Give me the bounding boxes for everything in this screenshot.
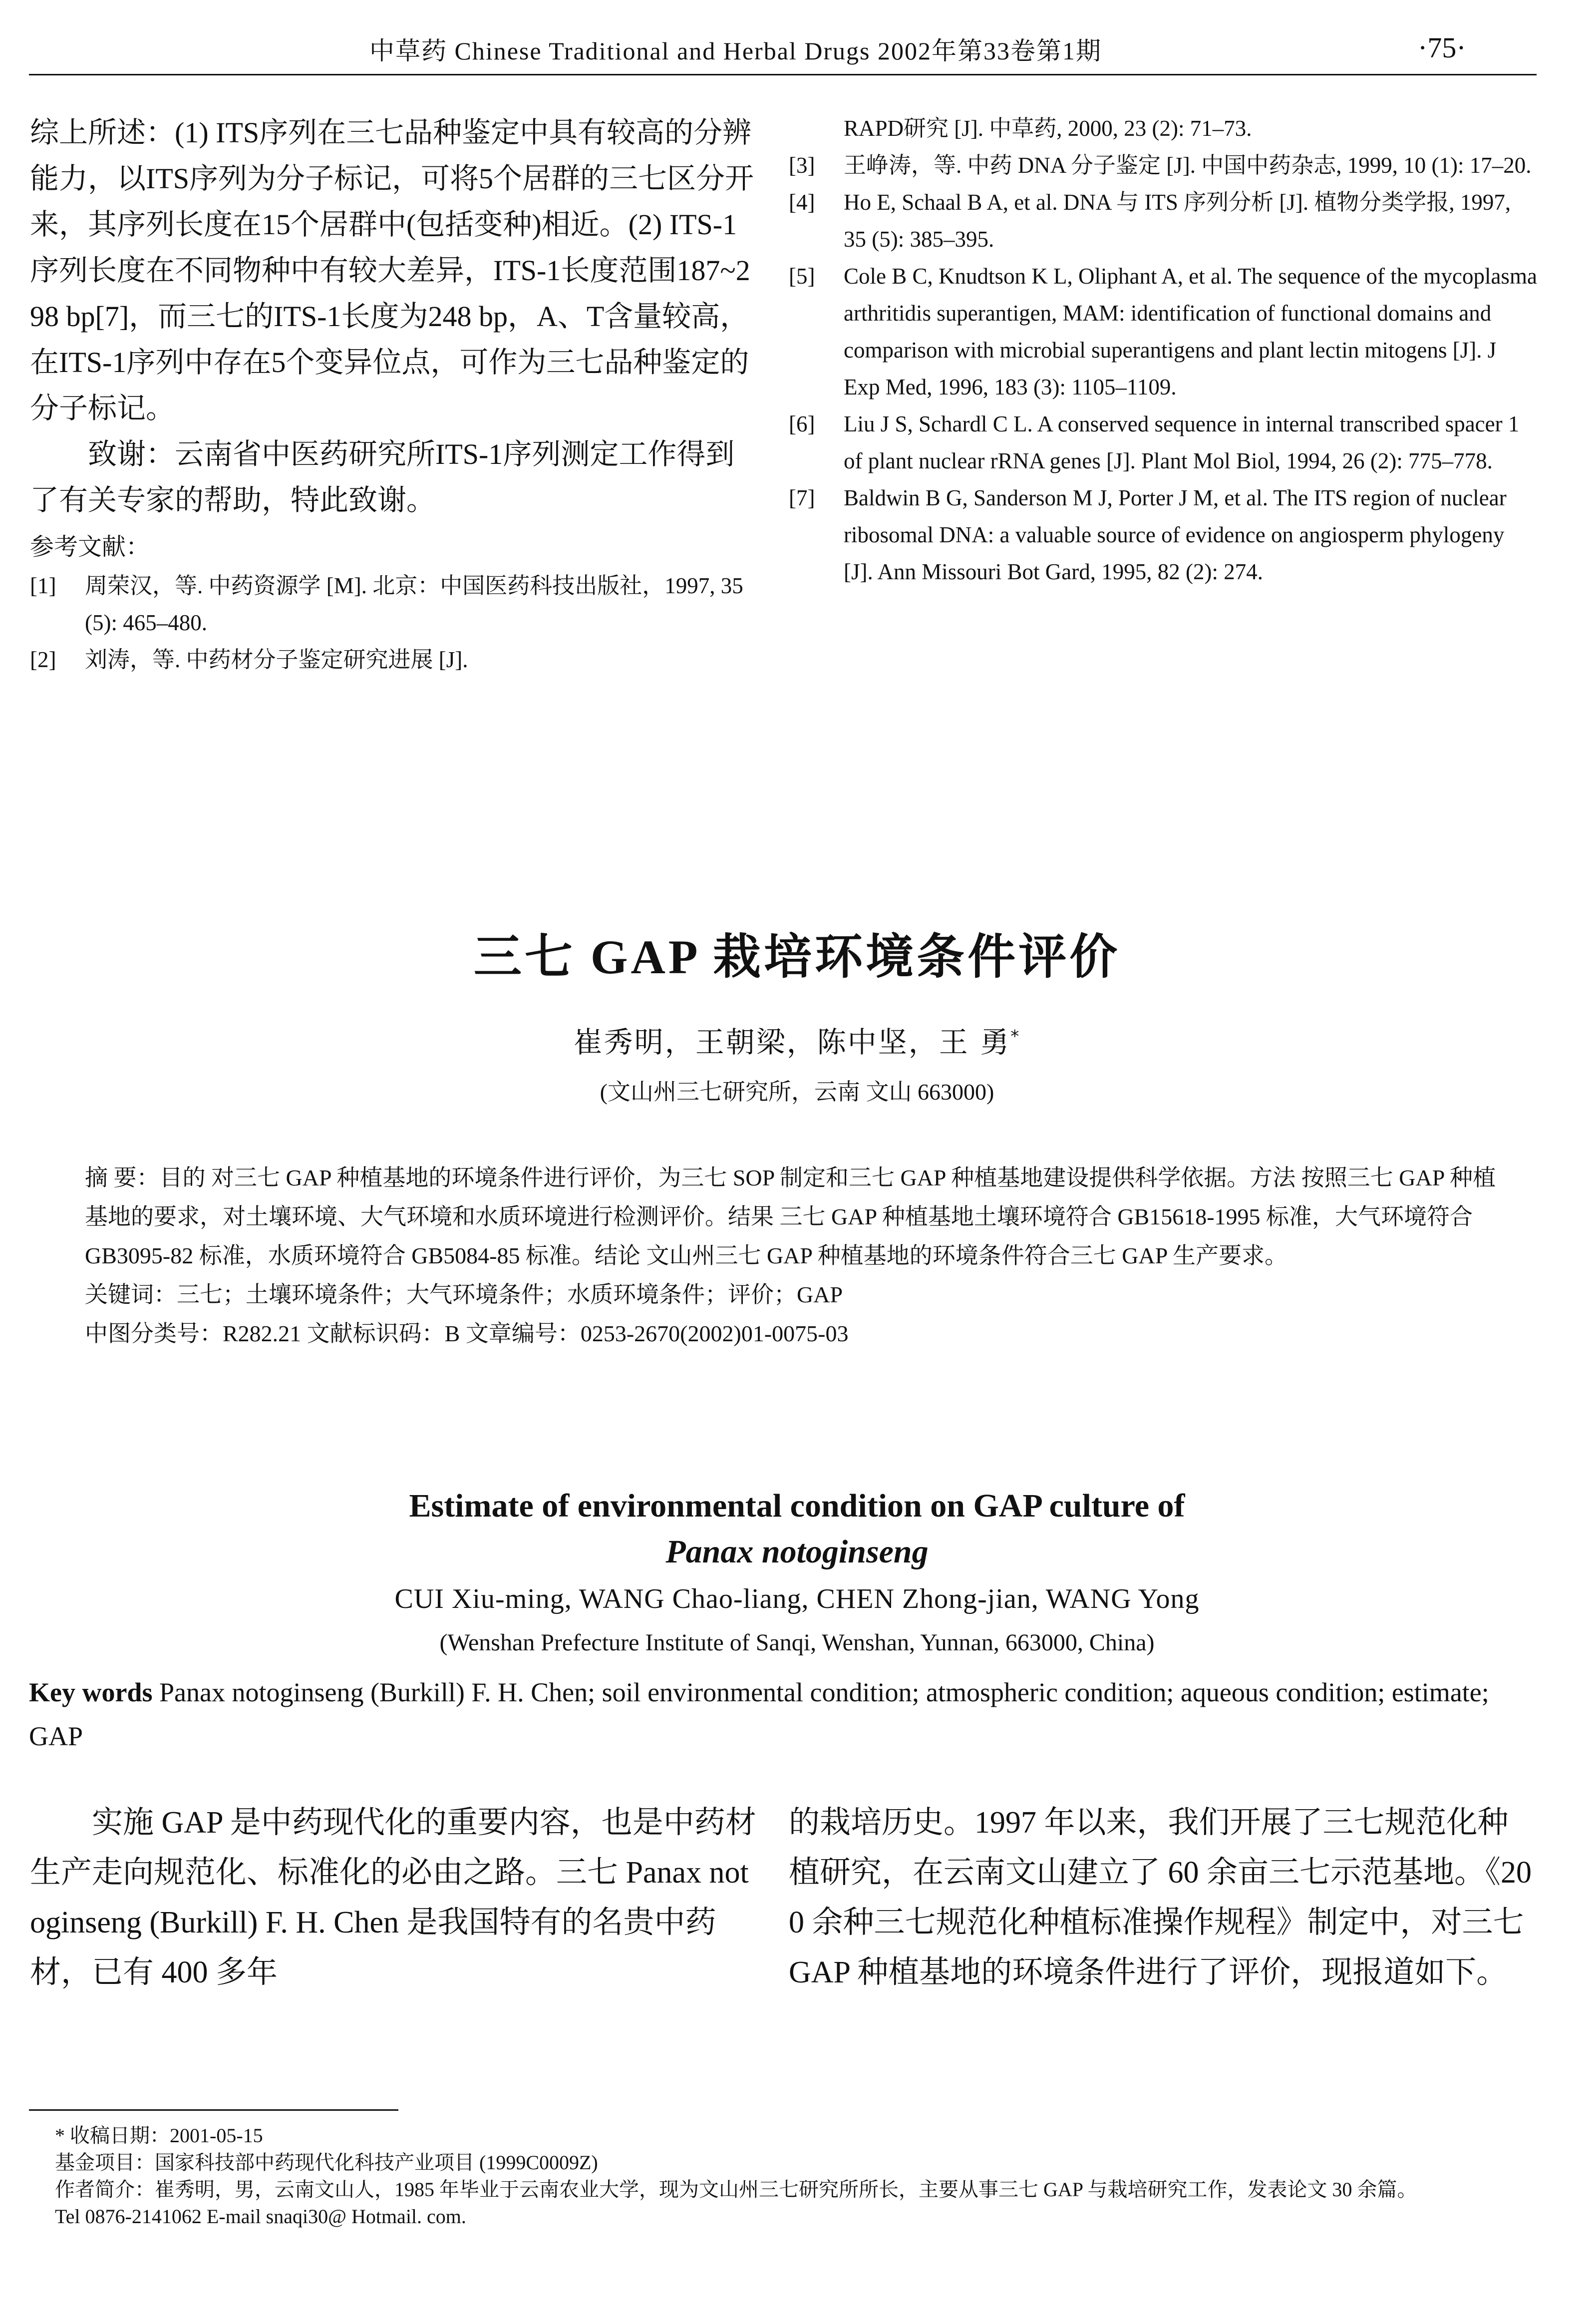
- article-title-cn: 三七 GAP 栽培环境条件评价: [473, 930, 1121, 984]
- reference-item: [789, 110, 1538, 147]
- author-list: [0, 1019, 1594, 1061]
- article-title-en-line1: Estimate of environmental condition on GAP culture of: [409, 1488, 1185, 1524]
- footnote-contact: Tel 0876-2141062 E-mail snaqi30@ Hotmail. com.: [55, 2205, 466, 2228]
- keywords-cn: 关键词：三七；土壤环境条件；大气环境条件；水质环境条件；评价；GAP: [85, 1282, 843, 1307]
- reference-item: [789, 258, 1538, 405]
- reference-text: RAPD研究 [J]. 中草药, 2000, 23 (2): 71–73.: [844, 116, 1252, 141]
- reference-number: [2]: [30, 647, 56, 672]
- classification-line: 中图分类号：R282.21 文献标识码：B 文章编号：0253-2670(2002)01-0075-03: [85, 1321, 849, 1346]
- footnotes: [55, 2122, 1503, 2230]
- running-head: 中草药 Chinese Traditional and Herbal Drugs 2002年第33卷第1期: [369, 37, 1102, 65]
- keywords-label: Key words: [29, 1677, 153, 1707]
- acknowledgement-paragraph: 致谢：云南省中医药研究所ITS-1序列测定工作得到了有关专家的帮助，特此致谢。: [30, 438, 735, 516]
- abstract: [85, 1159, 1513, 1353]
- header-rule: [29, 74, 1537, 75]
- reference-text: Ho E, Schaal B A, et al. DNA 与 ITS 序列分析 [J]. 植物分类学报, 1997, 35 (5): 385–395.: [844, 190, 1511, 252]
- reference-text: Baldwin B G, Sanderson M J, Porter J M, et al. The ITS region of nuclear ribosomal DNA: a valuable source of evidence on angiosperm phylogeny [J]. Ann Missouri Bot Gard, 1995, 82 (2): 274.: [844, 485, 1507, 584]
- footnote-rule: [29, 2109, 398, 2111]
- author-footnote-mark: *: [1010, 1026, 1021, 1047]
- article-title-en-line2: Panax notoginseng: [665, 1534, 929, 1570]
- reference-number: [1]: [30, 573, 56, 598]
- reference-item: [789, 184, 1538, 258]
- reference-item: [30, 641, 759, 678]
- conclusion-paragraph: 综上所述：(1) ITS序列在三七品种鉴定中具有较高的分辨能力，以ITS序列为分子标记，可将5个居群的三七区分开来，其序列长度在15个居群中(包括变种)相近。(2) ITS-1序列长度在不同物种中有较大差异，ITS-1长度范围187~298 bp[7]，而三七的ITS-1长度为248 bp，A、T含量较高，在ITS-1序列中存在5个变异位点，可作为三七品种鉴定的分子标记。: [30, 116, 754, 424]
- reference-text: 王峥涛，等. 中药 DNA 分子鉴定 [J]. 中国中药杂志, 1999, 10 (1): 17–20.: [844, 153, 1532, 178]
- author-list-en: CUI Xiu-ming, WANG Chao-liang, CHEN Zhong-jian, WANG Yong: [394, 1583, 1200, 1614]
- reference-item: [789, 405, 1538, 479]
- reference-text: 周荣汉，等. 中药资源学 [M]. 北京：中国医药科技出版社，1997, 35 (5): 465–480.: [85, 573, 743, 635]
- footnote-received: * 收稿日期：2001-05-15: [55, 2124, 263, 2147]
- keywords-text: Panax notoginseng (Burkill) F. H. Chen; soil environmental condition; atmospheric condition; aqueous condition; estimate; GAP: [29, 1677, 1489, 1751]
- reference-number: [4]: [789, 190, 815, 215]
- keywords-en: [29, 1670, 1532, 1758]
- body-left-column: 实施 GAP 是中药现代化的重要内容，也是中药材生产走向规范化、标准化的必由之路。三七 Panax notoginseng (Burkill) F. H. Chen 是我国特有的名贵中药材，已有 400 多年: [30, 1806, 756, 1989]
- reference-number: [3]: [789, 153, 815, 178]
- left-column: [30, 110, 759, 678]
- body-right-column: 的栽培历史。1997 年以来，我们开展了三七规范化种植研究，在云南文山建立了 60 余亩三七示范基地。《200 余种三七规范化种植标准操作规程》制定中，对三七 GAP 种植基地的环境条件进行了评价，现报道如下。: [789, 1806, 1532, 1989]
- abstract-text: 摘 要：目的 对三七 GAP 种植基地的环境条件进行评价，为三七 SOP 制定和三七 GAP 种植基地建设提供科学依据。方法 按照三七 GAP 种植基地的要求，对土壤环境、大气环境和水质环境进行检测评价。结果 三七 GAP 种植基地土壤环境符合 GB15618-1995 标准，大气环境符合 GB3095-82 标准，水质环境符合 GB5084-85 标准。结论 文山州三七 GAP 种植基地的环境条件符合三七 GAP 生产要求。: [85, 1165, 1496, 1268]
- page-number: ·75·: [1418, 31, 1466, 64]
- footnote-funding: 基金项目：国家科技部中药现代化科技产业项目 (1999C0009Z): [55, 2151, 598, 2174]
- reference-text: 刘涛，等. 中药材分子鉴定研究进展 [J].: [85, 647, 468, 672]
- references-heading: 参考文献：: [30, 534, 150, 560]
- reference-number: [5]: [789, 264, 815, 289]
- reference-number: [7]: [789, 485, 815, 510]
- author-names: 崔秀明，王朝梁，陈中坚，王 勇: [573, 1025, 1011, 1059]
- affiliation-en: (Wenshan Prefecture Institute of Sanqi, Wenshan, Yunnan, 663000, China): [439, 1629, 1155, 1656]
- affiliation-cn: (文山州三七研究所，云南 文山 663000): [600, 1079, 994, 1105]
- reference-item: [30, 567, 759, 641]
- references-right: [789, 110, 1538, 590]
- reference-text: Liu J S, Schardl C L. A conserved sequence in internal transcribed spacer 1 of plant nuclear rRNA genes [J]. Plant Mol Biol, 1994, 26 (2): 775–778.: [844, 411, 1520, 473]
- references-left: [30, 567, 759, 678]
- reference-number: [6]: [789, 411, 815, 436]
- reference-text: Cole B C, Knudtson K L, Oliphant A, et al. The sequence of the mycoplasma arthritidis superantigen, MAM: identification of functional domains and comparison with microbial superantigens and plant lectin mitogens [J]. J Exp Med, 1996, 183 (3): 1105–1109.: [844, 264, 1537, 399]
- reference-item: [789, 479, 1538, 590]
- footnote-author-bio: 作者简介：崔秀明，男，云南文山人，1985 年毕业于云南农业大学，现为文山州三七研究所所长，主要从事三七 GAP 与栽培研究工作，发表论文 30 余篇。: [55, 2178, 1417, 2201]
- reference-number: [789, 110, 844, 147]
- reference-item: [789, 147, 1538, 184]
- article-title-en: [0, 1483, 1594, 1575]
